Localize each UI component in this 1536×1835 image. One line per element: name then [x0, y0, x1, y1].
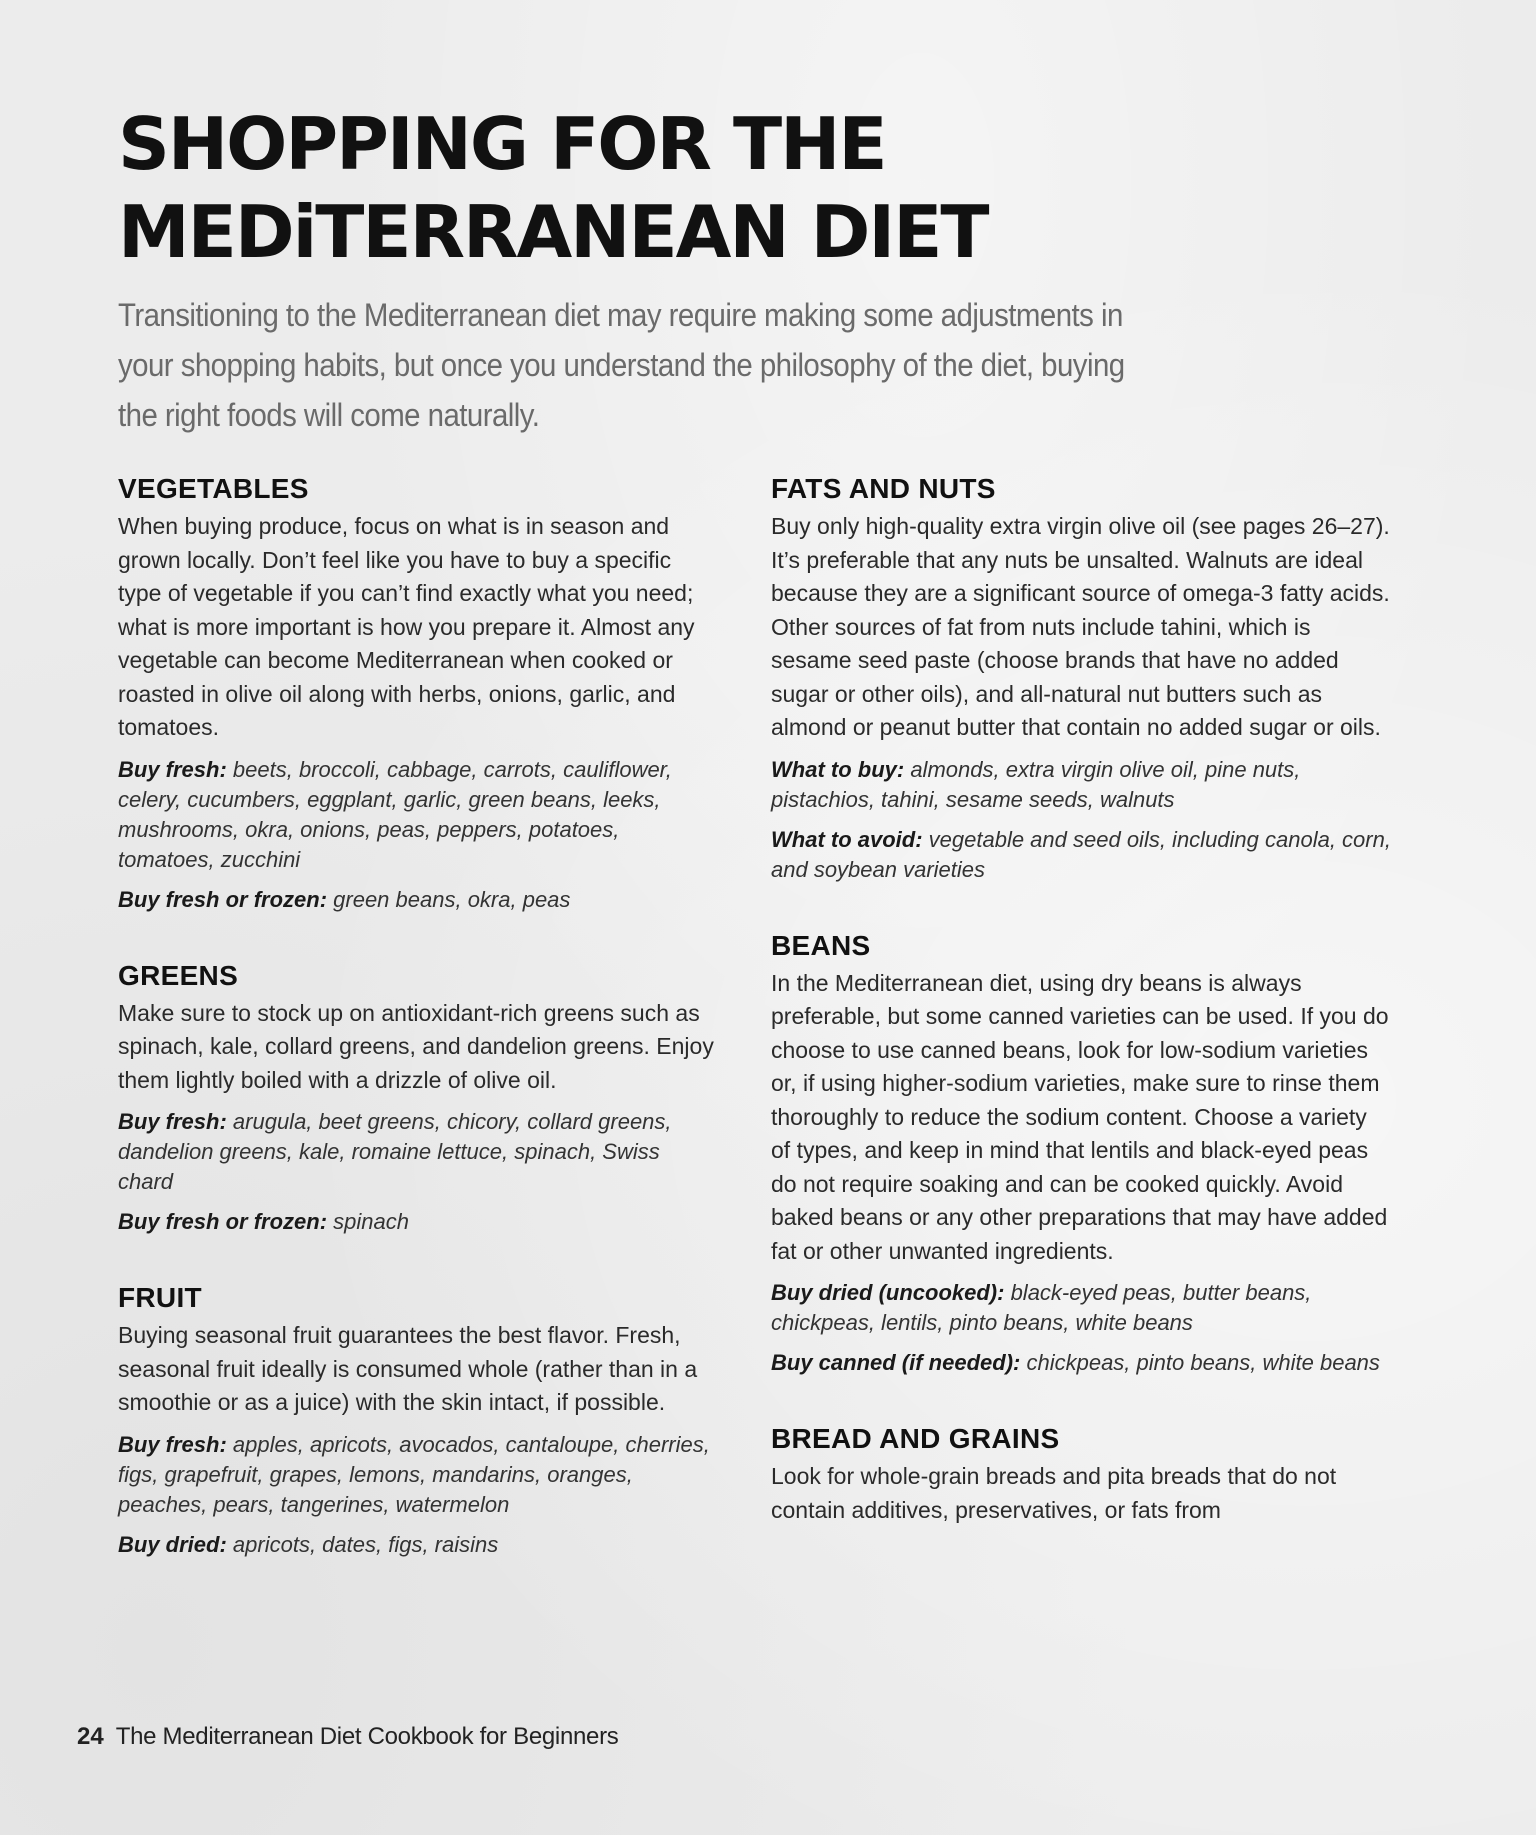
section-body: Buy only high-quality extra virgin olive oil (see pages 26–27). It’s preferable that any nuts be unsalted. Walnuts are ideal because they are a significant source of omega-3 fatty acids. Other sources of fat from nuts include tahini, which is sesame seed paste (choose brands that have no added sugar or other oils), and all-natural nut butters such as almond or peanut butter that contain no added sugar or oils.: [771, 513, 1390, 740]
avoid-list-label: What to avoid:: [771, 826, 923, 852]
buy-list-items: beets, broccoli, cabbage, carrots, cauliflower, celery, cucumbers, eggplant, garlic, green beans, leeks, mushrooms, okra, onions, peas, peppers, potatoes, tomatoes, zucchini: [118, 756, 672, 872]
left-column: [118, 472, 718, 1604]
section-heading: GREENS: [118, 959, 239, 991]
section-greens: [118, 959, 718, 1238]
section-heading: BEANS: [771, 929, 871, 961]
buy-list-label: Buy dried (uncooked):: [771, 1280, 1005, 1305]
section-body: When buying produce, focus on what is in season and grown locally. Don’t feel like you have to buy a specific type of vegetable if you can’t find exactly what you need; what is more important is how you prepare it. Almost any vegetable can become Mediterranean when cooked or roasted in olive oil along with herbs, onions, garlic, and tomatoes.: [118, 513, 695, 740]
buy-list: [118, 1430, 718, 1520]
section-heading: BREAD AND GRAINS: [771, 1423, 1060, 1454]
right-column: [771, 472, 1391, 1571]
buy-list-items: almonds, extra virgin olive oil, pine nuts, pistachios, tahini, sesame seeds, walnuts: [771, 756, 1301, 812]
buy-list: [118, 755, 718, 875]
buy-list-items: arugula, beet greens, chicory, collard greens, dandelion greens, kale, romaine lettuce, spinach, Swiss chard: [118, 1109, 672, 1194]
buy-list-items: apples, apricots, avocados, cantaloupe, cherries, figs, grapefruit, grapes, lemons, mandarins, oranges, peaches, pears, tangerines, watermelon: [118, 1431, 710, 1517]
buy-list-items: apricots, dates, figs, raisins: [226, 1531, 499, 1557]
section-heading: FRUIT: [118, 1282, 202, 1313]
buy-list: [771, 1278, 1391, 1338]
buy-list-label: Buy fresh or frozen:: [118, 1209, 328, 1234]
buy-list-items: chickpeas, pinto beans, white beans: [1020, 1350, 1380, 1375]
buy-list-label: Buy dried:: [118, 1531, 227, 1557]
buy-list-label: What to buy:: [771, 756, 905, 782]
avoid-list-items: vegetable and seed oils, including canola, corn, and soybean varieties: [771, 826, 1391, 882]
buy-list-label: Buy fresh:: [118, 1431, 227, 1457]
buy-list-label: Buy fresh:: [118, 756, 227, 782]
section-bread-and-grains: [771, 1422, 1391, 1527]
avoid-list: [771, 825, 1391, 885]
buy-list-items: black-eyed peas, butter beans, chickpeas, lentils, pinto beans, white beans: [771, 1280, 1312, 1335]
page-title-line-2: MEDiTERRANEAN DIET: [118, 190, 988, 274]
section-body: Look for whole-grain breads and pita breads that do not contain additives, preservatives, or fats from: [771, 1463, 1337, 1523]
section-fats-and-nuts: [771, 472, 1391, 885]
page-footer: [77, 1722, 619, 1752]
buy-list: [118, 1207, 718, 1237]
buy-list: [118, 1530, 718, 1560]
section-heading: FATS AND NUTS: [771, 473, 996, 504]
buy-list: [118, 1107, 718, 1197]
buy-list-items: green beans, okra, peas: [327, 886, 571, 912]
buy-list-label: Buy fresh or frozen:: [118, 886, 328, 912]
section-fruit: [118, 1281, 718, 1560]
section-beans: [771, 929, 1391, 1379]
buy-list: [118, 885, 718, 915]
buy-list-label: Buy fresh:: [118, 1109, 227, 1134]
section-vegetables: [118, 472, 718, 915]
intro-paragraph: Transitioning to the Mediterranean diet may require making some adjustments in your shopping habits, but once you understand the philosophy of the diet, buying the right foods will come naturally.: [118, 297, 1125, 433]
book-title: The Mediterranean Diet Cookbook for Beginners: [115, 1723, 619, 1750]
section-body: In the Mediterranean diet, using dry beans is always preferable, but some canned varieties can be used. If you do choose to use canned beans, look for low-sodium varieties or, if using higher-sodium varieties, make sure to rinse them thoroughly to reduce the sodium content. Choose a variety of types, and keep in mind that lentils and black-eyed peas do not require soaking and can be cooked quickly. Avoid baked beans or any other preparations that may have added fat or other unwanted ingredients.: [771, 969, 1389, 1264]
section-body: Make sure to stock up on antioxidant-rich greens such as spinach, kale, collard greens, and dandelion greens. Enjoy them lightly boiled with a drizzle of olive oil.: [118, 999, 714, 1093]
section-heading: VEGETABLES: [118, 473, 309, 504]
page-number: 24: [77, 1723, 104, 1750]
page-title-line-1: SHOPPING FOR THE: [118, 102, 886, 186]
page-title: [118, 100, 988, 276]
buy-list: [771, 1348, 1391, 1378]
buy-list-label: Buy canned (if needed):: [771, 1350, 1021, 1375]
section-body: Buying seasonal fruit guarantees the best flavor. Fresh, seasonal fruit ideally is consumed whole (rather than in a smoothie or as a juice) with the skin intact, if possible.: [118, 1322, 698, 1415]
buy-list: [771, 755, 1391, 815]
buy-list-items: spinach: [327, 1209, 409, 1234]
